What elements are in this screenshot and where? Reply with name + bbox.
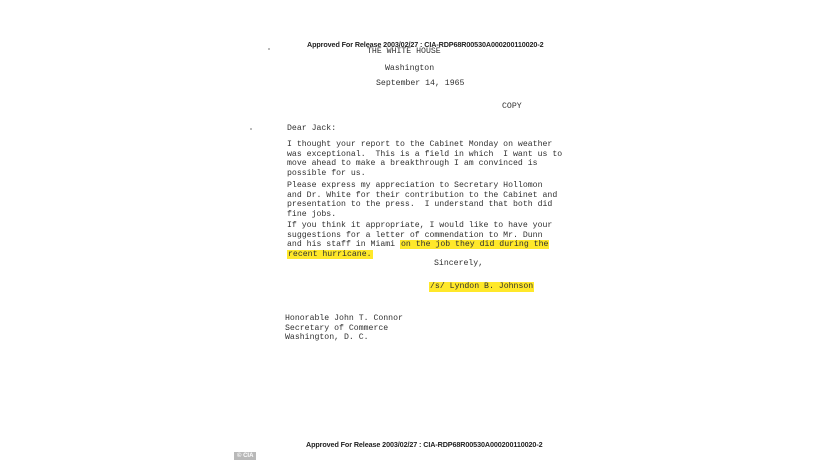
text-line: Please express my appreciation to Secretary Hollomon	[287, 181, 543, 190]
highlighted-text: recent hurricane.	[288, 249, 372, 259]
release-footer: Approved For Release 2003/02/27 : CIA-RDP68R00530A000200110020-2	[306, 440, 543, 449]
text-plain: and his staff in Miami	[287, 240, 401, 250]
text-line: I thought your report to the Cabinet Monday on weather	[287, 140, 553, 149]
text-line: move ahead to make a breakthrough I am convinced is	[287, 159, 538, 169]
text-line: If you think it appropriate, I would like to have your	[287, 221, 553, 230]
salutation: Dear Jack:	[287, 124, 337, 133]
recipient-line: Honorable John T. Connor	[285, 314, 403, 323]
letterhead: THE WHITE HOUSE	[367, 47, 441, 56]
recipient-line: Washington, D. C.	[285, 333, 369, 343]
image-credit: © CIA	[234, 452, 256, 460]
text-line	[287, 250, 552, 260]
city: Washington	[385, 64, 435, 73]
highlighted-text: on the job they did during the	[401, 240, 549, 250]
text-line: was exceptional. This is a field in which I want us to	[287, 149, 563, 159]
scan-speck	[250, 128, 252, 130]
text-line: suggestions for a letter of commendation to Mr. Dunn	[287, 230, 543, 240]
paragraph-2	[287, 181, 557, 219]
paragraph-1	[287, 140, 562, 178]
recipient-block	[285, 314, 403, 343]
text-line: and Dr. White for their contribution to the Cabinet and	[287, 190, 558, 200]
release-header: Approved For Release 2003/02/27 : CIA-RDP68R00530A000200110020-2	[307, 40, 544, 49]
copy-mark: COPY	[502, 102, 522, 111]
closing: Sincerely,	[434, 259, 484, 268]
recipient-line: Secretary of Commerce	[285, 323, 389, 333]
paragraph-3	[287, 221, 552, 259]
text-line	[287, 240, 552, 250]
text-line: possible for us.	[287, 168, 366, 178]
text-line: fine jobs.	[287, 209, 337, 219]
text-line: presentation to the press. I understand that both did	[287, 200, 553, 210]
letter-date: September 14, 1965	[376, 79, 465, 88]
scan-speck	[268, 48, 270, 50]
signature: /s/ Lyndon B. Johnson	[430, 282, 534, 291]
